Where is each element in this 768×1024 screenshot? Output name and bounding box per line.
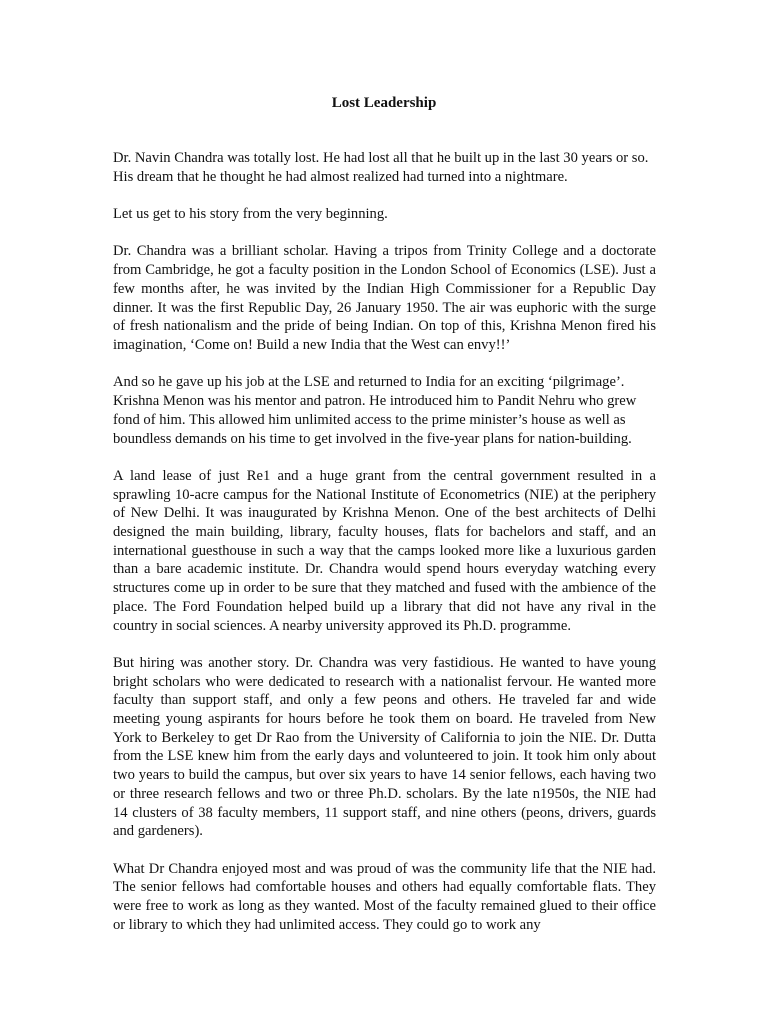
paragraph-2: Let us get to his story from the very beginning. [113,206,388,223]
document-body [113,149,656,953]
paragraph-4: And so he gave up his job at the LSE and returned to India for an exciting ‘pilgrimage’. Krishna Menon was his mentor and patron. He introduced him to Pandit Nehru who grew fond of him. This allowed him unlimited access to the prime minister’s house as well as boundless demands on his time to get involved in the five-year plans for nation-building. [113,374,637,447]
paragraph-3: Dr. Chandra was a brilliant scholar. Having a tripos from Trinity College and a doctorate from Cambridge, he got a faculty position in the London School of Economics (LSE). Just a few months after, he was invited by the Indian High Commissioner for a Republic Day dinner. It was the first Republic Day, 26 January 1950. The air was euphoric with the surge of fresh nationalism and the pride of being Indian. On top of this, Krishna Menon fired his imagination, ‘Come on! Build a new India that the West can envy!!’ [113,243,656,353]
paragraph-5: A land lease of just Re1 and a huge grant from the central government resulted in a sprawling 10-acre campus for the National Institute of Econometrics (NIE) at the periphery of New Delhi. It was inaugurated by Krishna Menon. One of the best architects of Delhi designed the main building, library, faculty houses, flats for bachelors and staff, and an international guesthouse in such a way that the camps looked more like a luxurious garden than a bare academic institute. Dr. Chandra would spend hours everyday watching every structures come up in order to be sure that they matched and fused with the ambience of the place. The Ford Foundation helped build up a library that did not have any rival in the country in social sciences. A nearby university approved its Ph.D. programme. [113,467,656,634]
document-title: Lost Leadership [331,95,437,111]
paragraph-6: But hiring was another story. Dr. Chandra was very fastidious. He wanted to have young bright scholars who were dedicated to research with a nationalist fervour. He wanted more faculty than support staff, and only a few peons and others. He traveled far and wide meeting young aspirants for hours before he took them on board. He traveled from New York to Berkeley to get Dr Rao from the University of California to join the NIE. Dr. Dutta from the LSE knew him from the early days and volunteered to join. It took him only about two years to build the campus, but over six years to have 14 senior fellows, each having two or three research fellows and two or three Ph.D. scholars. By the late n1950s, the NIE had 14 clusters of 38 faculty members, 11 support staff, and nine others (peons, drivers, guards and gardeners). [113,654,656,840]
paragraph-1: Dr. Navin Chandra was totally lost. He had lost all that he built up in the last 30 years or so. His dream that he thought he had almost realized had turned into a nightmare. [113,150,649,185]
paragraph-7: What Dr Chandra enjoyed most and was proud of was the community life that the NIE had. The senior fellows had comfortable houses and others had equally comfortable flats. They were free to work as long as they wanted. Most of the faculty remained glued to their office or library to which they had unlimited access. They could go to work any [113,860,656,933]
